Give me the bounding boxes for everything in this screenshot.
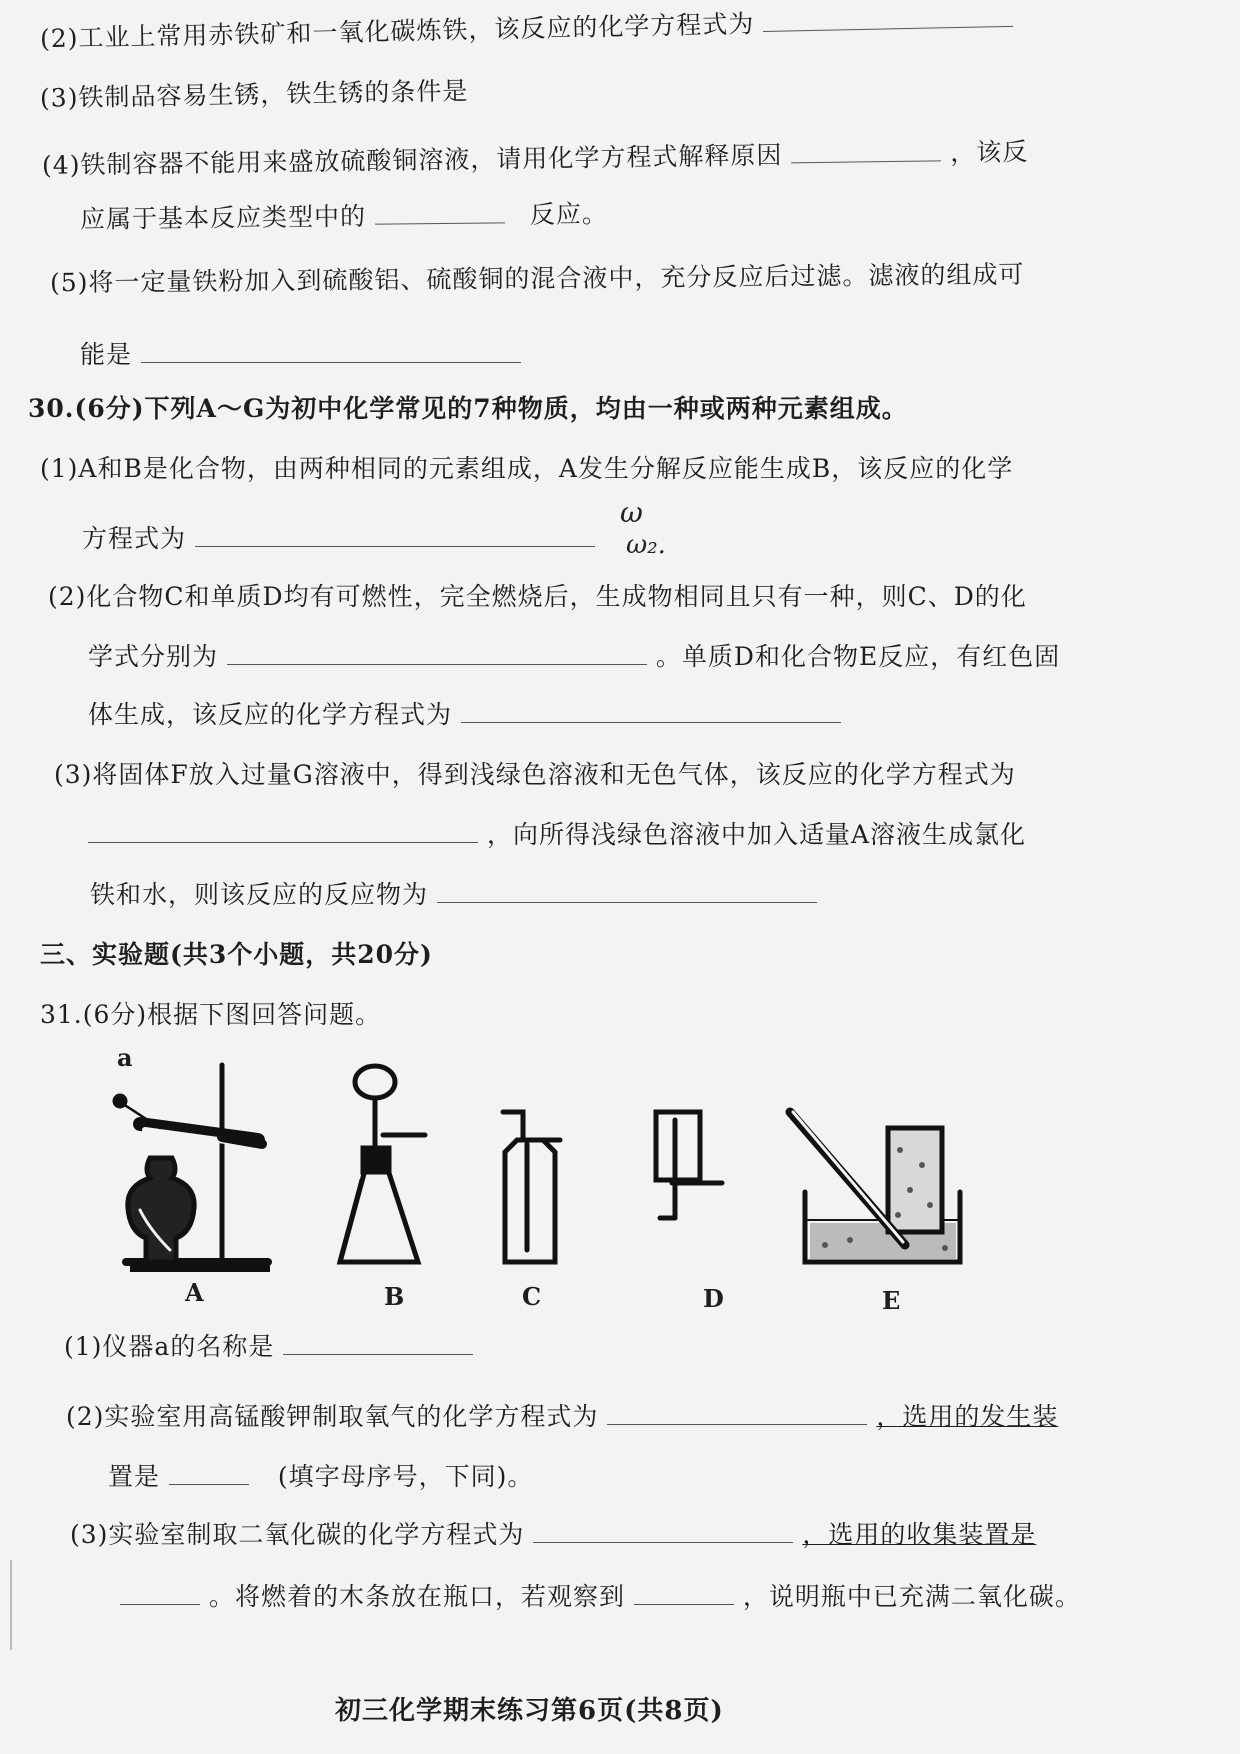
apparatus-label-e: E [882,1286,901,1315]
scan-margin-mark [10,1560,12,1650]
q31-part2: (2)实验室用高锰酸钾制取氧气的化学方程式为 ，选用的发生装 [66,1402,1059,1431]
q30-part1-cont: 方程式为 [82,522,595,556]
q31-part3-cont: 。将燃着的木条放在瓶口，若观察到 ，说明瓶中已充满二氧化碳。 [120,1580,1081,1614]
q29-part4: (4)铁制容器不能用来盛放硫酸铜溶液，请用化学方程式解释原因 ，该反 [41,137,1029,180]
answer-blank[interactable] [88,818,478,843]
answer-blank[interactable] [227,640,647,665]
q31-part2-cont: 置是 (填字母序号，下同)。 [108,1462,534,1491]
q30-part3-cont2: 铁和水，则该反应的反应物为 [90,878,817,912]
apparatus-label-d: D [703,1284,724,1313]
q29-part4-cont: 应属于基本反应类型中的 反应。 [79,199,609,234]
q30-part3: (3)将固体F放入过量G溶液中，得到浅绿色溶液和无色气体，该反应的化学方程式为 [54,760,1016,789]
answer-blank[interactable] [375,198,505,224]
answer-blank[interactable] [195,522,595,547]
apparatus-label-b: B [384,1282,405,1311]
q29-part5 [50,258,1025,301]
answer-blank[interactable] [120,1580,200,1605]
apparatus-label-c: C [522,1282,542,1311]
q31-intro: 31.(6分)根据下图回答问题。 [40,1000,382,1029]
q29-part2 [40,2,1014,56]
q31-part3: (3)实验室制取二氧化碳的化学方程式为 ，选用的收集装置是 [70,1520,1037,1549]
answer-blank[interactable] [461,698,841,723]
apparatus-c-drawing [503,1112,560,1262]
handwritten-note-2: ω₂. [626,530,666,560]
page-footer: 初三化学期末练习第6页(共8页) [335,1696,724,1726]
apparatus-marker-a: a [117,1043,133,1072]
q31-part1: (1)仪器a的名称是 [64,1330,473,1364]
answer-blank[interactable] [607,1400,867,1425]
q29-part4-text: (4)铁制容器不能用来盛放硫酸铜溶液，请用化学方程式解释原因 [41,140,783,180]
q29-part3-text: (3)铁制品容易生锈，铁生锈的条件是 [39,76,469,113]
q30-part3-cont: ，向所得浅绿色溶液中加入适量A溶液生成氯化 [88,818,1026,852]
q30-intro: 30.(6分)下列A～G为初中化学常见的7种物质，均由一种或两种元素组成。 [28,394,908,423]
answer-blank[interactable] [634,1580,734,1605]
answer-blank[interactable] [141,338,521,363]
q30-part1: (1)A和B是化合物，由两种相同的元素组成，A发生分解反应能生成B，该反应的化学 [40,454,1014,483]
answer-blank[interactable] [763,2,1013,32]
q29-part3 [40,74,469,115]
apparatus-figure [0,1040,1240,1370]
answer-blank[interactable] [169,1460,249,1485]
q30-part2: (2)化合物C和单质D均有可燃性，完全燃烧后，生成物相同且只有一种，则C、D的化 [48,582,1027,611]
q30-part2-cont: 学式分别为 。单质D和化合物E反应，有红色固 [88,642,1061,671]
apparatus-d-drawing [656,1112,722,1218]
apparatus-a-drawing [115,1065,270,1272]
answer-blank[interactable] [791,136,941,163]
answer-blank[interactable] [437,878,817,903]
q29-part5-text: (5)将一定量铁粉加入到硫酸铝、硫酸铜的混合液中，充分反应后过滤。滤液的组成可 [49,259,1025,298]
apparatus-b-drawing [340,1066,425,1262]
handwritten-note-1: ω [620,496,643,529]
answer-blank[interactable] [533,1518,793,1543]
apparatus-label-a: A [185,1278,204,1307]
q29-part2-text: (2)工业上常用赤铁矿和一氧化碳炼铁，该反应的化学方程式为 [39,9,755,54]
q29-part5-cont: 能是 [80,338,521,372]
answer-blank[interactable] [283,1330,473,1355]
section-3-title: 三、实验题(共3个小题，共20分) [40,940,433,969]
q30-part2-cont2: 体生成，该反应的化学方程式为 [88,698,841,732]
apparatus-e-drawing [790,1112,960,1262]
